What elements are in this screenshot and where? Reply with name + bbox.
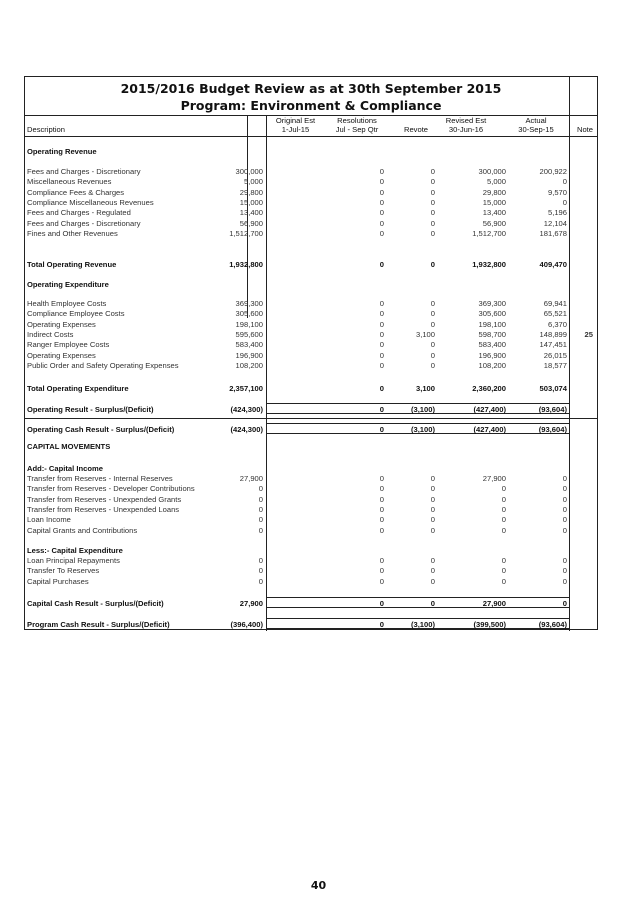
revote-cell: 0 — [430, 187, 435, 197]
original-cell: 0 — [258, 576, 263, 586]
revote-cell: 0 — [430, 228, 435, 238]
revote-cell: 0 — [430, 474, 435, 483]
resolutions-cell: 0 — [379, 260, 384, 269]
revote-cell: 0 — [430, 167, 435, 176]
table-row — [25, 320, 599, 330]
revote-cell: 0 — [430, 566, 435, 576]
resolutions-cell: 0 — [379, 504, 384, 514]
original-cell: 305,600 — [235, 309, 263, 319]
resolutions-cell: 0 — [379, 208, 384, 218]
description-cell: Fines and Other Revenues — [27, 228, 118, 238]
actual-cell: 147,451 — [539, 340, 567, 350]
table-row — [25, 299, 599, 309]
resolutions-cell: 0 — [379, 177, 384, 187]
revote-cell: 0 — [430, 208, 435, 218]
header-divider — [25, 136, 597, 137]
resolutions-cell: 0 — [379, 405, 384, 414]
revote-cell: 0 — [430, 340, 435, 350]
original-cell: 583,400 — [235, 340, 263, 350]
table-row — [25, 330, 599, 340]
revote-cell: 3,100 — [415, 329, 435, 339]
table-row — [25, 556, 599, 566]
revised-cell: 196,900 — [478, 350, 506, 360]
original-cell: 56,900 — [239, 218, 263, 228]
revote-cell: 0 — [430, 299, 435, 308]
description-cell: Transfer from Reserves - Unexpended Loans — [27, 504, 180, 514]
section-capital-income — [25, 464, 599, 474]
revised-cell: 0 — [501, 566, 506, 576]
description-cell: Capital Purchases — [27, 576, 89, 586]
header-note: Note — [576, 125, 594, 134]
description-cell: Transfer from Reserves - Developer Contributions — [27, 484, 195, 494]
actual-cell: (93,604) — [538, 405, 567, 414]
page-title: 2015/2016 Budget Review as at 30th September 2015 — [120, 81, 502, 96]
actual-cell: 0 — [562, 525, 567, 535]
resolutions-cell: 0 — [379, 566, 384, 576]
section-capital-income-label: Add:- Capital Income — [27, 464, 103, 473]
result-row — [25, 620, 599, 630]
original-cell: 198,100 — [235, 319, 263, 329]
original-cell: 0 — [258, 525, 263, 535]
resolutions-cell: 0 — [379, 167, 384, 176]
resolutions-cell: 0 — [379, 187, 384, 197]
revised-cell: 15,000 — [482, 197, 506, 207]
actual-cell: 0 — [562, 177, 567, 187]
description-cell: Operating Result - Surplus/(Deficit) — [27, 405, 154, 414]
resolutions-cell: 0 — [379, 340, 384, 350]
actual-cell: 200,922 — [539, 167, 567, 176]
original-cell: 15,000 — [239, 197, 263, 207]
budget-table — [24, 76, 598, 630]
page-number: 40 — [310, 879, 327, 892]
description-cell: Capital Cash Result - Surplus/(Deficit) — [27, 599, 164, 608]
actual-cell: 6,370 — [547, 319, 567, 329]
original-cell: (396,400) — [230, 620, 263, 629]
revote-cell: 0 — [430, 504, 435, 514]
revised-cell: 27,900 — [482, 474, 506, 483]
resolutions-cell: 0 — [379, 525, 384, 535]
description-cell: Ranger Employee Costs — [27, 340, 110, 350]
revised-cell: 0 — [501, 556, 506, 565]
note-cell: 25 — [584, 329, 593, 339]
table-row — [25, 526, 599, 536]
original-cell: 29,800 — [239, 187, 263, 197]
description-cell: Program Cash Result - Surplus/(Deficit) — [27, 620, 170, 629]
actual-cell: 0 — [562, 566, 567, 576]
original-cell: 0 — [258, 566, 263, 576]
description-cell: Operating Expenses — [27, 350, 96, 360]
program-title: Program: Environment & Compliance — [180, 98, 442, 113]
actual-cell: 5,196 — [547, 208, 567, 218]
resolutions-cell: 0 — [379, 228, 384, 238]
revised-cell: 0 — [501, 576, 506, 586]
header-revised: Revised Est — [445, 116, 487, 125]
actual-cell: 0 — [562, 515, 567, 525]
resolutions-cell: 0 — [379, 515, 384, 525]
revised-cell: 583,400 — [478, 340, 506, 350]
original-cell: 27,900 — [239, 599, 263, 608]
resolutions-cell: 0 — [379, 384, 384, 393]
resolutions-cell: 0 — [379, 319, 384, 329]
actual-cell: 0 — [562, 504, 567, 514]
total-row — [25, 384, 599, 394]
original-cell: 13,400 — [239, 208, 263, 218]
resolutions-cell: 0 — [379, 360, 384, 370]
header-actual-date: 30-Sep-15 — [518, 125, 554, 134]
result-row — [25, 599, 599, 609]
revised-cell: 0 — [501, 525, 506, 535]
revote-cell: 0 — [430, 260, 435, 269]
table-row — [25, 351, 599, 361]
result-row — [25, 405, 599, 415]
resolutions-cell: 0 — [379, 350, 384, 360]
section-capital-expenditure — [25, 546, 599, 556]
original-cell: (424,300) — [230, 425, 263, 434]
revised-cell: 108,200 — [478, 360, 506, 370]
revised-cell: 5,000 — [486, 177, 506, 187]
revote-cell: (3,100) — [410, 425, 435, 434]
revised-cell: 0 — [501, 494, 506, 504]
table-row — [25, 208, 599, 218]
original-cell: 108,200 — [235, 360, 263, 370]
resolutions-cell: 0 — [379, 329, 384, 339]
description-cell: Indirect Costs — [27, 329, 74, 339]
section-operating-revenue-label: Operating Revenue — [27, 147, 97, 156]
resolutions-cell: 0 — [379, 197, 384, 207]
actual-cell: 503,074 — [539, 384, 567, 393]
actual-cell: 0 — [562, 197, 567, 207]
actual-cell: 0 — [562, 494, 567, 504]
original-cell: 0 — [258, 494, 263, 504]
header-description: Description — [27, 125, 65, 134]
actual-cell: 148,899 — [539, 329, 567, 339]
actual-cell: 0 — [562, 556, 567, 565]
revised-cell: 0 — [501, 515, 506, 525]
capital-divider — [25, 418, 597, 419]
resolutions-cell: 0 — [379, 299, 384, 308]
description-cell: Compliance Fees & Charges — [27, 187, 125, 197]
revised-cell: 1,512,700 — [472, 228, 506, 238]
description-cell: Compliance Employee Costs — [27, 309, 125, 319]
revote-cell: 0 — [430, 556, 435, 565]
revote-cell: 0 — [430, 218, 435, 228]
actual-cell: 26,015 — [543, 350, 567, 360]
table-row — [25, 361, 599, 371]
resolutions-cell: 0 — [379, 599, 384, 608]
table-row — [25, 340, 599, 350]
section-capital-movements-label: CAPITAL MOVEMENTS — [27, 442, 111, 451]
revised-cell: 198,100 — [478, 319, 506, 329]
actual-cell: 9,570 — [547, 187, 567, 197]
actual-cell: 69,941 — [543, 299, 567, 308]
revote-cell: 0 — [430, 319, 435, 329]
description-cell: Loan Income — [27, 515, 71, 525]
original-cell: 196,900 — [235, 350, 263, 360]
actual-cell: (93,604) — [538, 425, 567, 434]
original-cell: 27,900 — [239, 474, 263, 483]
description-cell: Public Order and Safety Operating Expenses — [27, 360, 179, 370]
result-row — [25, 425, 599, 435]
section-operating-revenue — [25, 147, 599, 157]
header-revised-date: 30-Jun-16 — [448, 125, 484, 134]
total-row — [25, 260, 599, 270]
revote-cell: 3,100 — [415, 384, 435, 393]
table-row — [25, 515, 599, 525]
actual-cell: 0 — [562, 576, 567, 586]
description-cell: Total Operating Revenue — [27, 260, 117, 269]
resolutions-cell: 0 — [379, 620, 384, 629]
actual-cell: 65,521 — [543, 309, 567, 319]
revised-cell: 369,300 — [478, 299, 506, 308]
table-row — [25, 309, 599, 319]
revised-cell: (399,500) — [473, 620, 506, 629]
revised-cell: 29,800 — [482, 187, 506, 197]
description-cell: Operating Expenses — [27, 319, 96, 329]
header-original: Original Est — [275, 116, 316, 125]
original-cell: 369,300 — [235, 299, 263, 308]
actual-cell: 18,577 — [543, 360, 567, 370]
description-cell: Fees and Charges - Regulated — [27, 208, 131, 218]
resolutions-cell: 0 — [379, 309, 384, 319]
table-row — [25, 505, 599, 515]
resolutions-cell: 0 — [379, 425, 384, 434]
table-row — [25, 566, 599, 576]
description-cell: Compliance Miscellaneous Revenues — [27, 197, 154, 207]
actual-cell: 0 — [562, 599, 567, 608]
revised-cell: 305,600 — [478, 309, 506, 319]
table-row — [25, 177, 599, 187]
description-cell: Loan Principal Repayments — [27, 556, 120, 565]
section-operating-expenditure — [25, 280, 599, 290]
description-cell: Operating Cash Result - Surplus/(Deficit) — [27, 425, 175, 434]
original-cell: 0 — [258, 556, 263, 565]
description-cell: Capital Grants and Contributions — [27, 525, 138, 535]
actual-cell: 0 — [562, 474, 567, 483]
table-row — [25, 219, 599, 229]
revised-cell: (427,400) — [473, 405, 506, 414]
original-cell: 1,932,800 — [229, 260, 263, 269]
header-actual: Actual — [525, 116, 547, 125]
original-cell: 0 — [258, 504, 263, 514]
revised-cell: 0 — [501, 504, 506, 514]
header-resolutions-period: Jul - Sep Qtr — [335, 125, 379, 134]
section-capital-movements — [25, 442, 599, 452]
revised-cell: 0 — [501, 484, 506, 494]
original-cell: 2,357,100 — [229, 384, 263, 393]
header-row-2 — [25, 125, 599, 135]
revised-cell: 598,700 — [478, 329, 506, 339]
revote-cell: 0 — [430, 525, 435, 535]
revote-cell: (3,100) — [410, 620, 435, 629]
original-cell: 5,000 — [243, 177, 263, 187]
revised-cell: 2,360,200 — [472, 384, 506, 393]
table-row — [25, 577, 599, 587]
revote-cell: 0 — [430, 177, 435, 187]
original-cell: (424,300) — [230, 405, 263, 414]
resolutions-cell: 0 — [379, 576, 384, 586]
actual-cell: 0 — [562, 484, 567, 494]
resolutions-cell: 0 — [379, 218, 384, 228]
section-operating-expenditure-label: Operating Expenditure — [27, 280, 109, 289]
revote-cell: 0 — [430, 197, 435, 207]
resolutions-cell: 0 — [379, 484, 384, 494]
revote-cell: 0 — [430, 494, 435, 504]
table-row — [25, 188, 599, 198]
revised-cell: 300,000 — [478, 167, 506, 176]
header-resolutions: Resolutions — [337, 116, 377, 125]
description-cell: Fees and Charges - Discretionary — [27, 167, 141, 176]
revised-cell: 1,932,800 — [472, 260, 506, 269]
header-original-date: 1-Jul-15 — [281, 125, 310, 134]
actual-cell: 181,678 — [539, 228, 567, 238]
resolutions-cell: 0 — [379, 494, 384, 504]
original-cell: 1,512,700 — [229, 228, 263, 238]
table-row — [25, 229, 599, 239]
revote-cell: 0 — [430, 599, 435, 608]
table-row — [25, 495, 599, 505]
description-cell: Total Operating Expenditure — [27, 384, 129, 393]
table-row — [25, 484, 599, 494]
revised-cell: 27,900 — [482, 599, 506, 608]
revised-cell: 13,400 — [482, 208, 506, 218]
revote-cell: 0 — [430, 576, 435, 586]
original-cell: 300,000 — [235, 167, 263, 176]
original-cell: 0 — [258, 515, 263, 525]
revote-cell: 0 — [430, 350, 435, 360]
actual-cell: (93,604) — [538, 620, 567, 629]
section-capital-expenditure-label: Less:- Capital Expenditure — [27, 546, 123, 555]
revote-cell: (3,100) — [410, 405, 435, 414]
description-cell: Health Employee Costs — [27, 299, 107, 308]
resolutions-cell: 0 — [379, 474, 384, 483]
original-cell: 595,600 — [235, 329, 263, 339]
description-cell: Transfer from Reserves - Internal Reserves — [27, 474, 173, 483]
description-cell: Transfer To Reserves — [27, 566, 100, 576]
revote-cell: 0 — [430, 360, 435, 370]
original-cell: 0 — [258, 484, 263, 494]
description-cell: Transfer from Reserves - Unexpended Grants — [27, 494, 182, 504]
revised-cell: 56,900 — [482, 218, 506, 228]
table-row — [25, 198, 599, 208]
table-row — [25, 474, 599, 484]
revote-cell: 0 — [430, 515, 435, 525]
revote-cell: 0 — [430, 484, 435, 494]
revote-cell: 0 — [430, 309, 435, 319]
description-cell: Fees and Charges - Discretionary — [27, 218, 141, 228]
description-cell: Miscellaneous Revenues — [27, 177, 112, 187]
revised-cell: (427,400) — [473, 425, 506, 434]
table-row — [25, 167, 599, 177]
actual-cell: 12,104 — [543, 218, 567, 228]
resolutions-cell: 0 — [379, 556, 384, 565]
header-revote: Revote — [403, 125, 429, 134]
actual-cell: 409,470 — [539, 260, 567, 269]
